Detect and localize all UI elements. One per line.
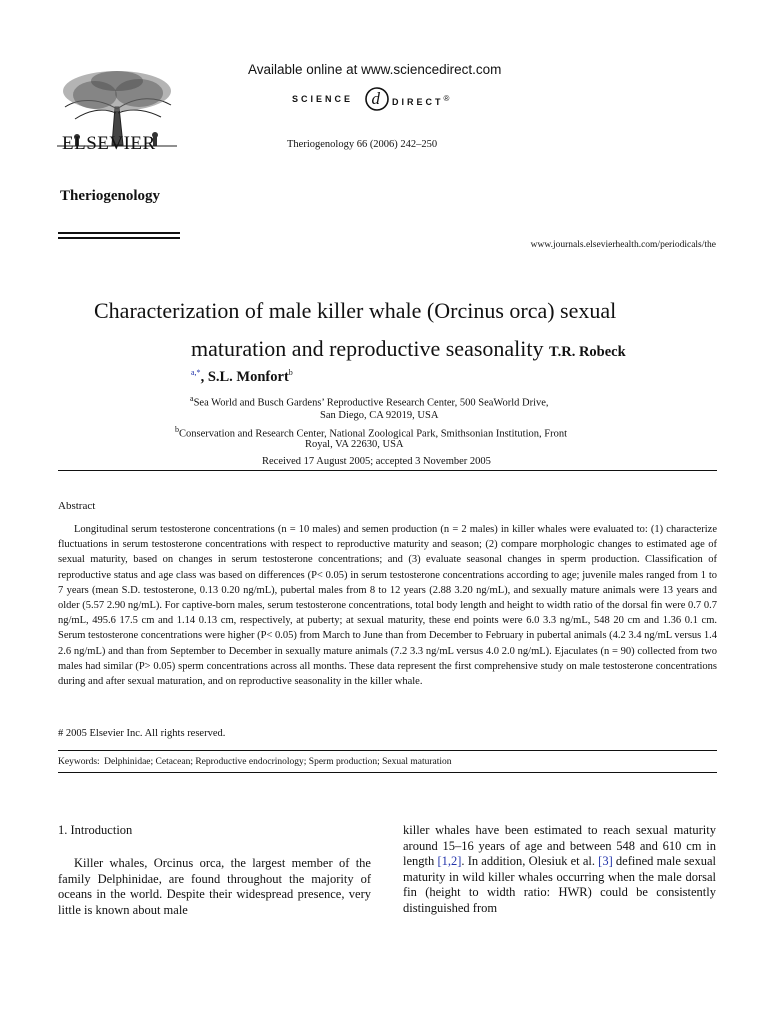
publisher-name: ELSEVIER	[62, 133, 156, 154]
author-monfort: , S.L. Monfort	[200, 368, 289, 385]
reference-link-3[interactable]: [3]	[598, 854, 613, 868]
intro-left-column-text: Killer whales, Orcinus orca, the largest member of the family Delphinidae, are found throughout the majority of oceans in the world. Despite their widespread presence, very little is known about male	[58, 856, 371, 917]
affiliation-b-line-2: Royal, VA 22630, USA	[305, 439, 404, 450]
header-rule-top	[58, 232, 180, 234]
copyright-notice: # 2005 Elsevier Inc. All rights reserved.	[58, 728, 226, 739]
journal-name: Theriogenology	[60, 188, 160, 204]
journal-citation: Theriogenology 66 (2006) 242–250	[287, 139, 438, 150]
article-title-line-2	[191, 336, 626, 362]
affiliation-b: $^b$Conservation and Research Center, National Zoological Park, Smithsonian Institution, Front	[175, 425, 568, 440]
article-title-line-1: Characterization of male killer whale (Orcinus orca) sexual	[94, 298, 617, 323]
sciencedirect-d-icon	[362, 82, 392, 112]
keywords-label: Keywords:	[58, 757, 100, 767]
available-online-link[interactable]: Available online at www.sciencedirect.com	[248, 62, 502, 77]
sciencedirect-left-text: SCIENCE	[292, 94, 354, 104]
sciencedirect-right-text: DIRECT®	[392, 94, 453, 107]
header-rule-bottom	[58, 237, 180, 239]
author-robeck: T.R. Robeck	[549, 344, 626, 360]
author-line	[191, 368, 293, 386]
author2-affiliation-link[interactable]: b	[288, 368, 293, 377]
affiliation-a: $^a$Sea World and Busch Gardens’ Reproductive Research Center, 500 SeaWorld Drive,	[190, 394, 549, 409]
article-title-text: maturation and reproductive seasonality	[191, 336, 544, 361]
keywords-divider	[58, 772, 717, 773]
received-dates: Received 17 August 2005; accepted 3 November 2005	[262, 456, 491, 467]
affiliation-a-line-2: San Diego, CA 92019, USA	[320, 410, 439, 421]
abstract-divider	[58, 750, 717, 751]
reference-link-1-2[interactable]: [1,2]	[437, 854, 462, 868]
author1-affiliation-link[interactable]: a,*	[191, 368, 201, 377]
svg-text:d: d	[371, 89, 380, 108]
intro-right-column-text: killer whales have been estimated to reach sexual maturity around 15–16 years of age and between 548 and 610 cm in length [1,2]. In addition, Olesiuk et al. [3] defined male sexual maturity in wild killer whales occurring when the male dorsal fin (height to width ratio: HWR) could be consistently distinguished from	[403, 823, 717, 915]
journal-url-link[interactable]: www.journals.elsevierhealth.com/periodicals/the	[530, 240, 716, 250]
keywords-text: Delphinidae; Cetacean; Reproductive endocrinology; Sperm production; Sexual maturation	[104, 757, 452, 767]
title-divider	[58, 470, 717, 471]
section-heading-introduction: 1. Introduction	[58, 823, 133, 837]
abstract-heading: Abstract	[58, 500, 96, 512]
keywords-line	[58, 757, 452, 767]
abstract-text: Longitudinal serum testosterone concentrations (n = 10 males) and semen production (n = 2 males) in killer whales were evaluated to: (1) characterize fluctuations in serum testosterone concentrations with respect to reproductive maturity and season; (2) compare morphologic changes to estimated age of sexual maturity, based on changes in serum testosterone concentrations; and (3) evaluate seasonal changes in sperm production. Classification of reproductive status and age class was based on differences (P< 0.05) in serum testosterone concentrations according to age; juvenile males ranged from 1 to 7 years (mean S.D. testosterone, 0.13 0.20 ng/mL), pubertal males from 8 to 12 years (2.88 3.20 ng/mL), and sexually mature animals were 13 years and older (5.57 2.90 ng/mL). For captive-born males, serum testosterone concentrations, total body length and height to width ratio of the dorsal fin were 0.7 0.7 ng/mL, 495.6 17.5 cm and 1.14 0.13 cm, respectively, at puberty; at sexual maturity, these end points were 6.0 3.3 ng/mL, 548 20 cm and 1.36 0.1 cm. Serum testosterone concentrations were higher (P< 0.05) from March to June than from December to February in pubertal animals (4.2 3.4 ng/mL versus 1.4 2.6 ng/mL) and than from September to December in sexually mature animals (7.2 3.3 ng/mL versus 4.0 2.0 ng/mL). Ejaculates (n = 90) collected from two males had similar (P> 0.05) sperm concentrations across all months. These data represent the first comprehensive study on male testosterone concentrations during and after sexual maturation, and on reproductive seasonality in the killer whale.	[58, 524, 717, 688]
